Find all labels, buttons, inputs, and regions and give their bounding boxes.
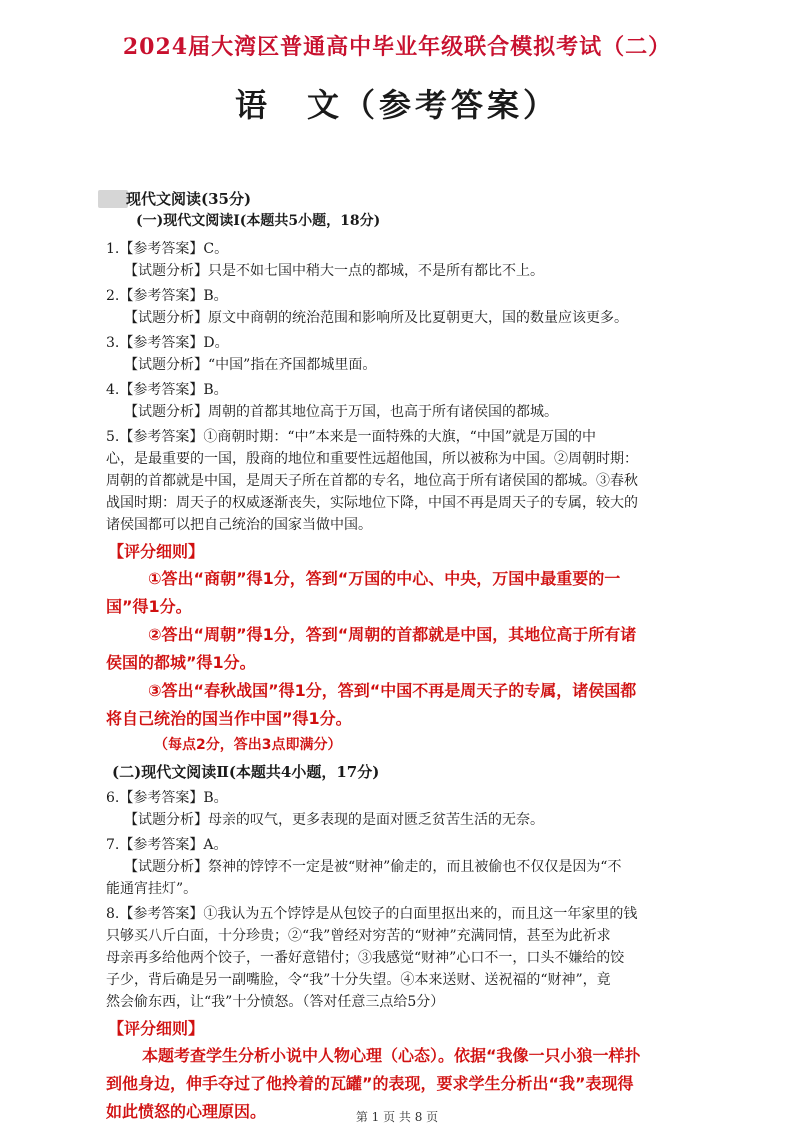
scoring-note: （每点2分，答出3点即满分）: [154, 737, 342, 753]
question-2: [106, 285, 746, 329]
section-heading-text: 现代文阅读(35分): [126, 190, 252, 208]
answer-line: 4.【参考答案】B。: [106, 382, 228, 398]
answer-line: 周朝的首都就是中国，是周天子所在首都的专名，地位高于所有诸侯国的都城。③春秋: [106, 473, 638, 489]
answer-line: 5.【参考答案】①商朝时期：“中”本来是一面特殊的大旗，“中国”就是万国的中: [106, 429, 596, 445]
question-5: [106, 426, 746, 536]
question-7: [106, 834, 746, 900]
section-number-redaction: [98, 190, 128, 208]
scoring-rules-label: 【评分细则】: [108, 542, 205, 561]
answer-line: 7.【参考答案】A。: [106, 837, 228, 853]
scoring-line: 侯国的都城”得1分。: [106, 653, 256, 672]
scoring-rules-label-2: 【评分细则】: [108, 1019, 205, 1038]
answer-line: 心，是最重要的一国，殷商的地位和重要性远超他国，所以被称为中国。②周朝时期：: [106, 451, 638, 467]
scoring-line: 将自己统治的国当作中国”得1分。: [106, 709, 352, 728]
answer-line: 母亲再多给他两个饺子，一番好意错付；③我感觉“财神”心口不一，口头不嫌给的饺: [106, 950, 625, 966]
answer-line: 6.【参考答案】B。: [106, 790, 228, 806]
answer-line: 子少，背后确是另一副嘴脸，令“我”十分失望。④本来送财、送祝福的“财神”，竟: [106, 972, 611, 988]
scoring-line: 到他身边，伸手夺过了他拎着的瓦罐”的表现，要求学生分析出“我”表现得: [106, 1074, 634, 1093]
analysis-line: 【试题分析】只是不如七国中稍大一点的都城，不是所有都比不上。: [124, 263, 544, 279]
subject-title: 语 文（参考答案）: [234, 86, 559, 124]
answer-line: 1.【参考答案】C。: [106, 241, 229, 257]
question-1: [106, 238, 746, 282]
analysis-line: 【试题分析】“中国”指在齐国都城里面。: [124, 357, 377, 373]
answer-line: 诸侯国都可以把自己统治的国家当做中国。: [106, 517, 372, 533]
exam-title: 2024届大湾区普通高中毕业年级联合模拟考试（二）: [122, 34, 672, 60]
analysis-line: 【试题分析】原文中商朝的统治范围和影响所及比夏朝更大，国的数量应该更多。: [124, 310, 628, 326]
question-8: [106, 903, 746, 1013]
scoring-line: 本题考查学生分析小说中人物心理（心态）。依据“我像一只小狼一样扑: [142, 1046, 641, 1065]
answer-line: 然会偷东西，让“我”十分愤怒。（答对任意三点给5分）: [106, 994, 445, 1010]
section-heading: [106, 188, 746, 210]
answer-line: 3.【参考答案】D。: [106, 335, 229, 351]
scoring-line: ②答出“周朝”得1分，答到“周朝的首都就是中国，其地位高于所有诸: [148, 625, 637, 644]
scoring-line: ③答出“春秋战国”得1分，答到“中国不再是周天子的专属，诸侯国都: [148, 681, 637, 700]
scoring-line: ①答出“商朝”得1分，答到“万国的中心、中央，万国中最重要的一: [148, 569, 621, 588]
part1-heading: (一)现代文阅读Ⅰ(本题共5小题，18分): [136, 213, 381, 229]
answer-line: 只够买八斤白面，十分珍贵；②“我”曾经对穷苦的“财神”充满同情，甚至为此祈求: [106, 928, 611, 944]
part2-heading: (二)现代文阅读Ⅱ(本题共4小题，17分): [112, 763, 380, 781]
scoring-line: 国”得1分。: [106, 597, 192, 616]
analysis-line: 【试题分析】母亲的叹气，更多表现的是面对匮乏贫苦生活的无奈。: [124, 812, 544, 828]
question-3: [106, 332, 746, 376]
answer-line: 8.【参考答案】①我认为五个饽饽是从包饺子的白面里抠出来的，而且这一年家里的钱: [106, 906, 638, 922]
analysis-line: 【试题分析】周朝的首都其地位高于万国，也高于所有诸侯国的都城。: [124, 404, 558, 420]
question-6: [106, 787, 746, 831]
scoring-rules: [106, 565, 746, 757]
scoring-line: 如此愤怒的心理原因。: [106, 1102, 267, 1121]
answer-line: 战国时期：周天子的权威逐渐丧失，实际地位下降，中国不再是周天子的专属，较大的: [106, 495, 638, 511]
question-4: [106, 379, 746, 423]
answer-content: [106, 188, 746, 1126]
answer-line: 2.【参考答案】B。: [106, 288, 228, 304]
analysis-line: 能通宵挂灯”。: [106, 881, 198, 897]
analysis-line: 【试题分析】祭神的饽饽不一定是被“财神”偷走的，而且被偷也不仅仅是因为“不: [124, 859, 622, 875]
page-indicator: 第 1 页 共 8 页: [355, 1110, 439, 1124]
